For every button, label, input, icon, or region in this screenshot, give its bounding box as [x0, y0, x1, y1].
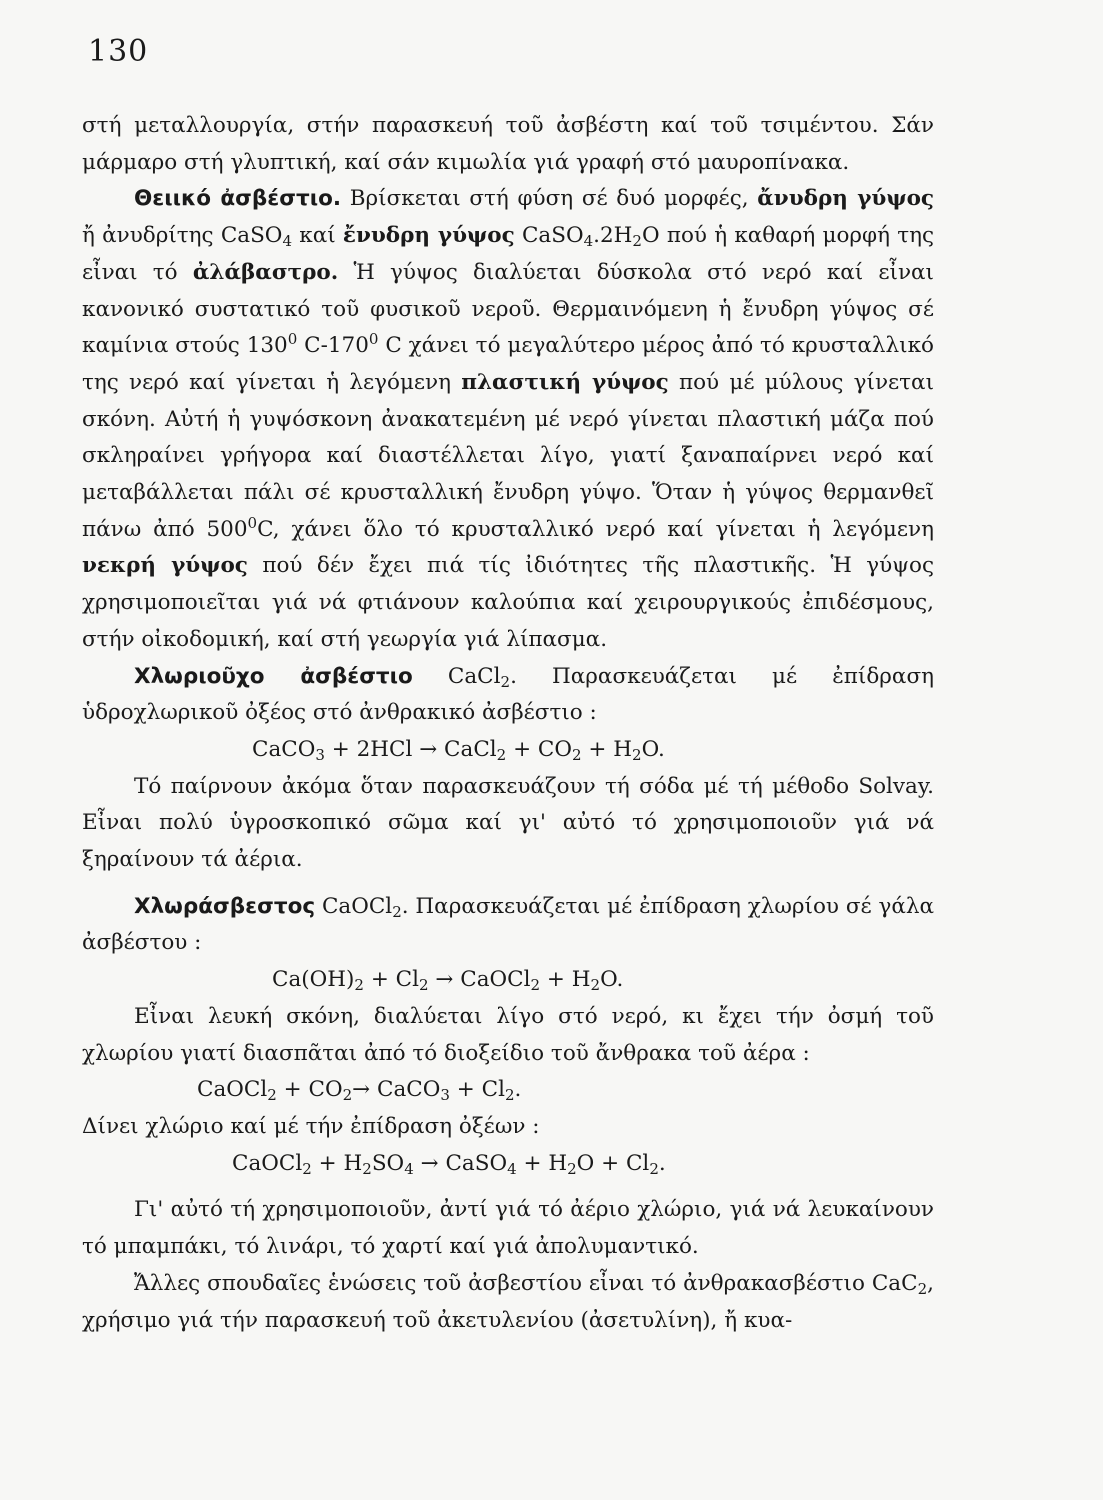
- equation-calcium-chloride: [82, 732, 934, 769]
- subscript: 2: [362, 1159, 372, 1178]
- subscript: 2: [632, 231, 642, 250]
- text: CaSO: [514, 223, 584, 249]
- subscript: 2: [572, 745, 582, 764]
- term-alabaster: ἀλάβαστρο.: [192, 259, 339, 285]
- paragraph-other-compounds: [82, 1266, 934, 1339]
- subscript: 2: [917, 1279, 928, 1298]
- formula: O.: [600, 967, 624, 993]
- subscript: 2: [354, 975, 364, 994]
- paragraph-bleaching-uses: [82, 1192, 934, 1265]
- subscript: 3: [440, 1086, 450, 1105]
- text: . Παρασκευάζεται μέ ἐπίδραση χλωρίου σέ γάλα ἀσβέστου :: [82, 893, 934, 956]
- formula: + CO: [506, 736, 572, 762]
- subscript: 2: [496, 745, 507, 764]
- text: πού δέν ἔχει πιά τίς ἰδιότητες τῆς πλαστικῆς. Ἡ γύψος χρησιμοποιεῖται γιά νά φτιάνουν καλούπια καί χειρουργικούς ἐπιδέσμους, στήν οἰκοδομική, καί στή γεωργία γιά λίπασμα.: [82, 553, 934, 652]
- subscript: 2: [302, 1159, 312, 1178]
- text: C, χάνει ὅλο τό κρυσταλλικό νερό καί γίνεται ἡ λεγόμενη: [257, 516, 934, 542]
- formula: O.: [641, 736, 665, 762]
- formula: → CaSO: [413, 1150, 508, 1176]
- text: πού μέ μύλους γίνεται σκόνη. Αὐτή ἡ γυψόσκονη ἀνακατεμένη μέ νερό γίνεται πλαστική μάζα πού σκληραίνει γρήγορα καί διαστέλλεται λίγο, γιατί ξαναπαίρνει νερό καί μεταβάλλεται πάλι σέ κρυσταλλική ἔνυδρη γύψο. Ὅταν ἡ γύψος θερμανθεῖ πάνω ἀπό 500: [82, 369, 935, 542]
- heading-bleaching-powder: Χλωράσβεστος: [134, 893, 316, 919]
- degree-sign: 0: [368, 330, 379, 349]
- paragraph-bleaching-powder: [82, 889, 934, 962]
- spacer: [82, 879, 934, 889]
- formula: + H: [581, 736, 633, 762]
- equation-co2-decomposition: [82, 1072, 934, 1109]
- subscript: 3: [315, 745, 325, 764]
- formula: + Cl: [364, 967, 420, 993]
- text: O πού ἡ καθαρή μορφή της εἶναι τό: [82, 223, 935, 285]
- spacer: [82, 1182, 934, 1192]
- text: Γι' αὐτό τή χρησιμοποιοῦν, ἀντί γιά τό ἀέριο χλώριο, γιά νά λευκαίνουν τό μπαμπάκι, τό λινάρι, τό χαρτί καί γιά ἀπολυμαντικό.: [82, 1197, 934, 1260]
- formula: + 2HCl → CaCl: [324, 736, 497, 762]
- formula: + H: [516, 1150, 568, 1176]
- paragraph-calcium-sulfate: [82, 181, 934, 658]
- subscript: 2: [392, 902, 402, 921]
- subscript: 4: [507, 1159, 517, 1178]
- text: .2H: [593, 223, 633, 249]
- formula: CaOCl: [232, 1150, 303, 1176]
- subscript: 4: [404, 1159, 414, 1178]
- subscript: 2: [632, 745, 642, 764]
- formula: .: [514, 1077, 522, 1103]
- subscript: 2: [500, 672, 511, 691]
- text: Ἄλλες σπουδαῖες ἑνώσεις τοῦ ἀσβεστίου εἶναι τό ἀνθρακασβέστιο CaC: [134, 1270, 918, 1296]
- heading-calcium-sulfate: Θειικό ἀσβέστιο.: [134, 186, 342, 212]
- paragraph-calcium-chloride: [82, 659, 934, 732]
- subscript: 2: [649, 1159, 659, 1178]
- formula: SO: [371, 1150, 405, 1176]
- text: Εἶναι λευκή σκόνη, διαλύεται λίγο στό νερό, κι ἔχει τήν ὀσμή τοῦ χλωρίου γιατί διασπᾶται ἀπό τό διοξείδιο τοῦ ἄνθρακα τοῦ ἀέρα :: [82, 1003, 934, 1066]
- text: Δίνει χλώριο καί μέ τήν ἐπίδραση ὀξέων :: [82, 1113, 540, 1139]
- formula: O + Cl: [576, 1150, 650, 1176]
- paragraph-acids: [82, 1109, 934, 1146]
- formula: Ca(OH): [272, 967, 355, 993]
- term-anhydrous-gypsum: ἄνυδρη γύψος: [757, 186, 935, 212]
- degree-sign: 0: [247, 513, 258, 532]
- term-dead-gypsum: νεκρή γύψος: [82, 553, 248, 579]
- text: στή μεταλλουργία, στήν παρασκευή τοῦ ἀσβέστη καί τοῦ τσιμέντου. Σάν μάρμαρο στή γλυπτική, καί σάν κιμωλία γιά γραφή στό μαυροπίνακα.: [82, 113, 934, 175]
- subscript: 2: [504, 1086, 515, 1105]
- text: Ἡ γύψος διαλύεται δύσκολα στό νερό καί εἶναι κανονικό συστατικό τοῦ φυσικοῦ νεροῦ. Θερμαινόμενη ἡ ἔνυδρη γύψος σέ καμίνια στούς 130: [82, 259, 934, 359]
- equation-bleaching-powder: [82, 962, 934, 999]
- formula: + H: [311, 1150, 363, 1176]
- term-plastic-gypsum: πλαστική γύψος: [461, 369, 669, 395]
- subscript: 2: [342, 1086, 353, 1105]
- formula: CaCO: [252, 736, 316, 762]
- degree-sign: 0: [287, 330, 298, 349]
- text: καί: [292, 223, 343, 249]
- formula: CaOCl: [197, 1077, 268, 1103]
- text: . Παρασκευάζεται μέ ἐπίδραση ὑδροχλωρικοῦ ὀξέος στό ἀνθρακικό ἀσβέστιο :: [82, 663, 934, 726]
- subscript: 4: [583, 231, 594, 250]
- subscript: 2: [419, 975, 429, 994]
- formula: + H: [540, 967, 591, 993]
- text: Βρίσκεται στή φύση σέ δυό μορφές,: [341, 186, 758, 212]
- subscript: 2: [567, 1159, 577, 1178]
- subscript: 4: [282, 231, 293, 250]
- formula: → CaCO: [352, 1077, 441, 1103]
- subscript: 2: [590, 975, 601, 994]
- formula: + Cl: [449, 1077, 505, 1103]
- paragraph-properties: [82, 999, 934, 1072]
- page-body: [82, 108, 934, 1339]
- term-hydrous-gypsum: ἔνυδρη γύψος: [342, 223, 515, 249]
- text: CaCl: [412, 663, 501, 689]
- paragraph-solvay: [82, 769, 934, 879]
- paragraph-lime-uses: [82, 108, 934, 181]
- text: C χάνει τό μεγαλύτερο μέρος ἀπό τό κρυσταλλικό της νερό καί γίνεται ἡ λεγόμενη: [82, 333, 934, 395]
- page-number: 130: [88, 34, 149, 69]
- text: , χρήσιμο γιά τήν παρασκευή τοῦ ἀκετυλενίου (ἀσετυλίνη), ἤ κυα-: [82, 1270, 934, 1333]
- equation-sulfuric-acid: [82, 1146, 934, 1183]
- formula: → CaOCl: [428, 967, 531, 993]
- text: CaOCl: [315, 893, 393, 919]
- formula: .: [658, 1150, 666, 1176]
- text: Τό παίρνουν ἀκόμα ὅταν παρασκευάζουν τή σόδα μέ τή μέθοδο Solvay. Εἶναι πολύ ὑγροσκοπικό σῶμα καί γι' αὐτό τό χρησιμοποιοῦν γιά νά ξηραίνουν τά ἀέρια.: [82, 773, 934, 873]
- subscript: 2: [267, 1086, 277, 1105]
- formula: + CO: [276, 1077, 343, 1103]
- text: ἤ ἀνυδρίτης CaSO: [82, 223, 283, 249]
- text: C-170: [297, 333, 369, 359]
- subscript: 2: [530, 975, 541, 994]
- heading-calcium-chloride: Χλωριοῦχο ἀσβέστιο: [134, 663, 413, 689]
